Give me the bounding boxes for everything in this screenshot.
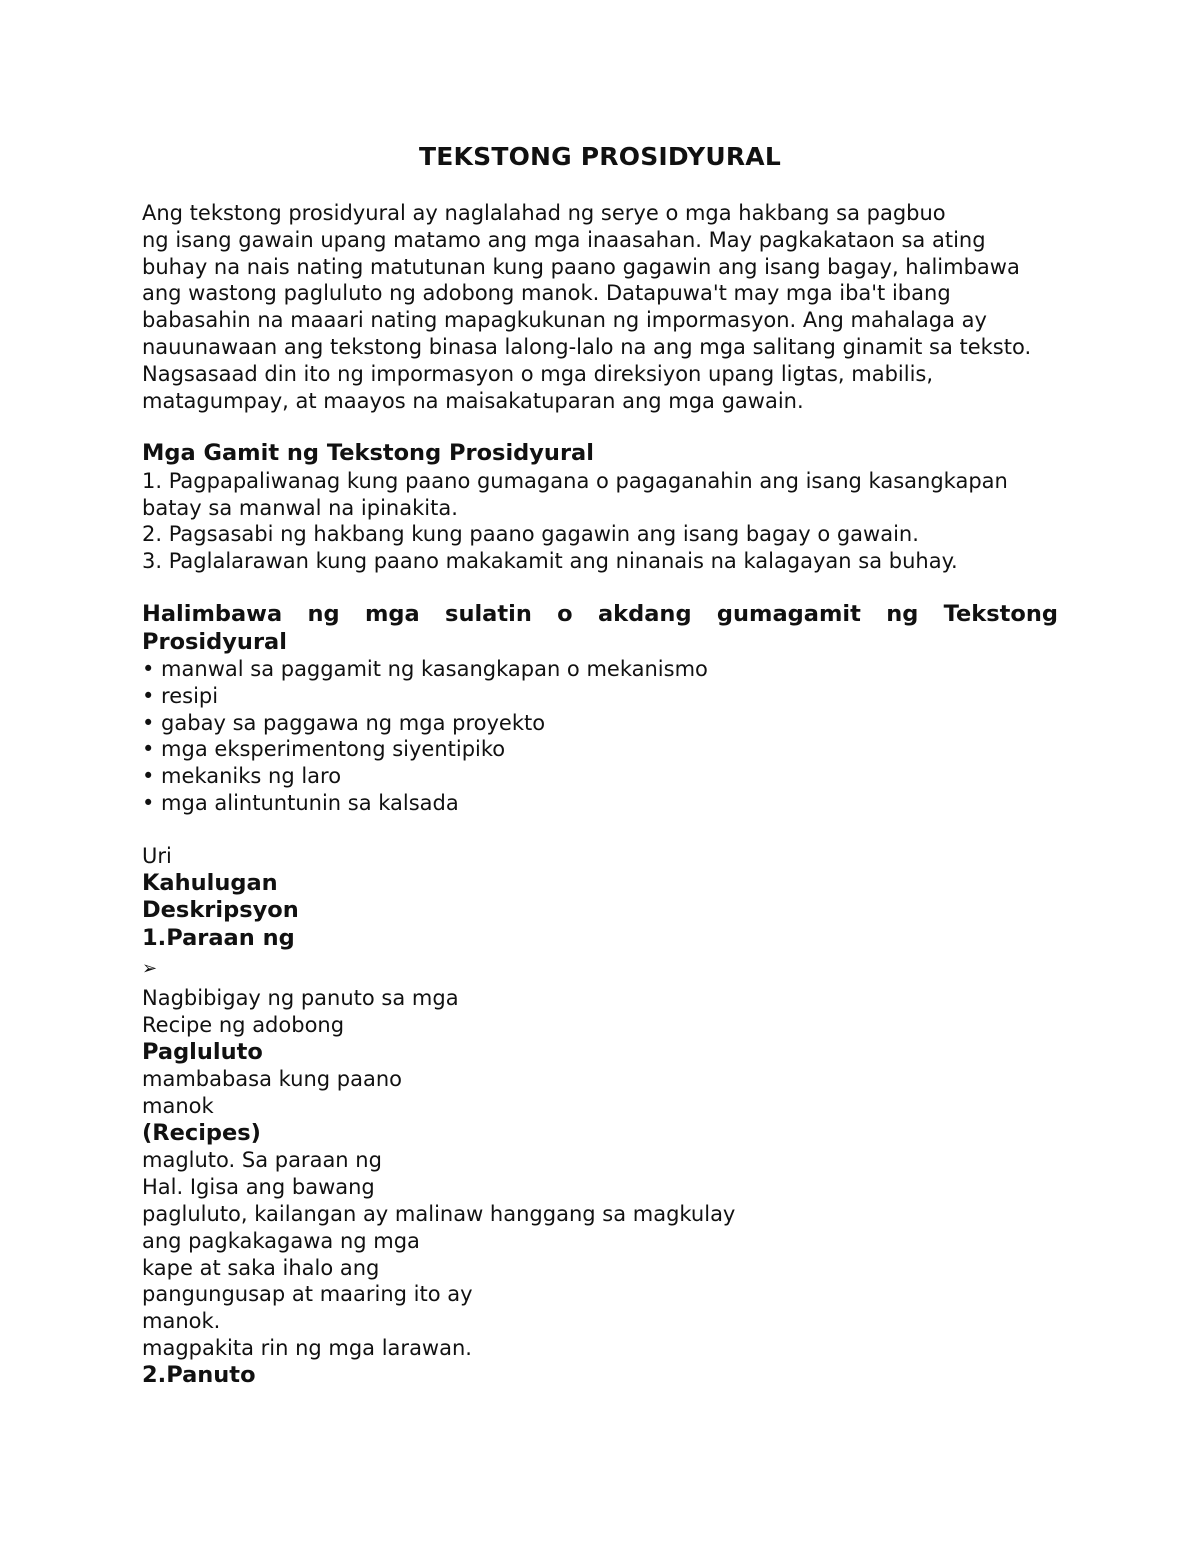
gamit-line: batay sa manwal na ipinakita. xyxy=(142,495,458,520)
table-line: Hal. Igisa ang bawang xyxy=(142,1175,375,1200)
intro-line: nauunawaan ang tekstong binasa lalong-lalo na ang mga salitang ginamit sa teksto. xyxy=(142,334,1032,359)
halimbawa-item: • manwal sa paggamit ng kasangkapan o mekanismo xyxy=(142,657,708,682)
intro-line: babasahin na maaari nating mapagkukunan ng impormasyon. Ang mahalaga ay xyxy=(142,308,987,333)
halimbawa-item: • mga eksperimentong siyentipiko xyxy=(142,737,506,762)
gamit-line: 1. Pagpapaliwanag kung paano gumagana o pagaganahin ang isang kasangkapan xyxy=(142,468,1008,493)
section-gamit xyxy=(142,440,1058,575)
section-halimbawa-heading-line2: Prosidyural xyxy=(142,628,287,655)
table-deskripsyon: Deskripsyon xyxy=(142,897,299,924)
document-title: TEKSTONG PROSIDYURAL xyxy=(419,142,781,171)
table-line: pangungusap at maaring ito ay xyxy=(142,1282,473,1307)
arrow-bullet-icon: ➢ xyxy=(142,958,158,980)
table-kahulugan: Kahulugan xyxy=(142,869,278,896)
halimbawa-item: • mga alintuntunin sa kalsada xyxy=(142,791,459,816)
table-line: ang pagkakagawa ng mga xyxy=(142,1228,420,1253)
gamit-line: 2. Pagsasabi ng hakbang kung paano gagawin ang isang bagay o gawain. xyxy=(142,522,919,547)
table-recipes: (Recipes) xyxy=(142,1119,261,1146)
flattened-table xyxy=(142,843,1058,1389)
gamit-line: 3. Paglalarawan kung paano makakamit ang ninanais na kalagayan sa buhay. xyxy=(142,549,958,574)
intro-paragraph xyxy=(142,200,1058,414)
halimbawa-heading-line1: Halimbawa ng mga sulatin o akdang gumagamit ng Tekstong xyxy=(142,601,1058,628)
table-line: kape at saka ihalo ang xyxy=(142,1255,380,1280)
intro-line: Nagsasaad din ito ng impormasyon o mga direksiyon upang ligtas, mabilis, xyxy=(142,361,934,386)
table-line: manok xyxy=(142,1094,214,1119)
halimbawa-item: • gabay sa paggawa ng mga proyekto xyxy=(142,710,546,735)
document-content xyxy=(142,141,1058,1389)
table-line: Recipe ng adobong xyxy=(142,1012,345,1037)
table-line: manok. xyxy=(142,1309,221,1334)
section-halimbawa xyxy=(142,601,1058,817)
halimbawa-item: • mekaniks ng laro xyxy=(142,764,342,789)
table-uri: Uri xyxy=(142,843,172,868)
table-line: mambabasa kung paano xyxy=(142,1067,403,1092)
intro-line: ng isang gawain upang matamo ang mga inaasahan. May pagkakataon sa ating xyxy=(142,227,986,252)
table-line: Nagbibigay ng panuto sa mga xyxy=(142,986,459,1011)
section-gamit-heading: Mga Gamit ng Tekstong Prosidyural xyxy=(142,440,594,467)
intro-line: Ang tekstong prosidyural ay naglalahad ng serye o mga hakbang sa pagbuo xyxy=(142,201,946,225)
table-panuto: 2.Panuto xyxy=(142,1361,256,1388)
table-line: magluto. Sa paraan ng xyxy=(142,1148,382,1173)
section-halimbawa-heading xyxy=(142,601,1058,629)
intro-line: ang wastong pagluluto ng adobong manok. Datapuwa't may mga iba't ibang xyxy=(142,281,951,306)
intro-line: matagumpay, at maayos na maisakatuparan ang mga gawain. xyxy=(142,388,804,413)
table-line: magpakita rin ng mga larawan. xyxy=(142,1335,472,1360)
halimbawa-item: • resipi xyxy=(142,683,219,708)
intro-line: buhay na nais nating matutunan kung paano gagawin ang isang bagay, halimbawa xyxy=(142,254,1020,279)
table-pagluluto: Pagluluto xyxy=(142,1038,263,1065)
table-line: pagluluto, kailangan ay malinaw hanggang sa magkulay xyxy=(142,1201,736,1226)
table-paraan: 1.Paraan ng xyxy=(142,924,295,951)
